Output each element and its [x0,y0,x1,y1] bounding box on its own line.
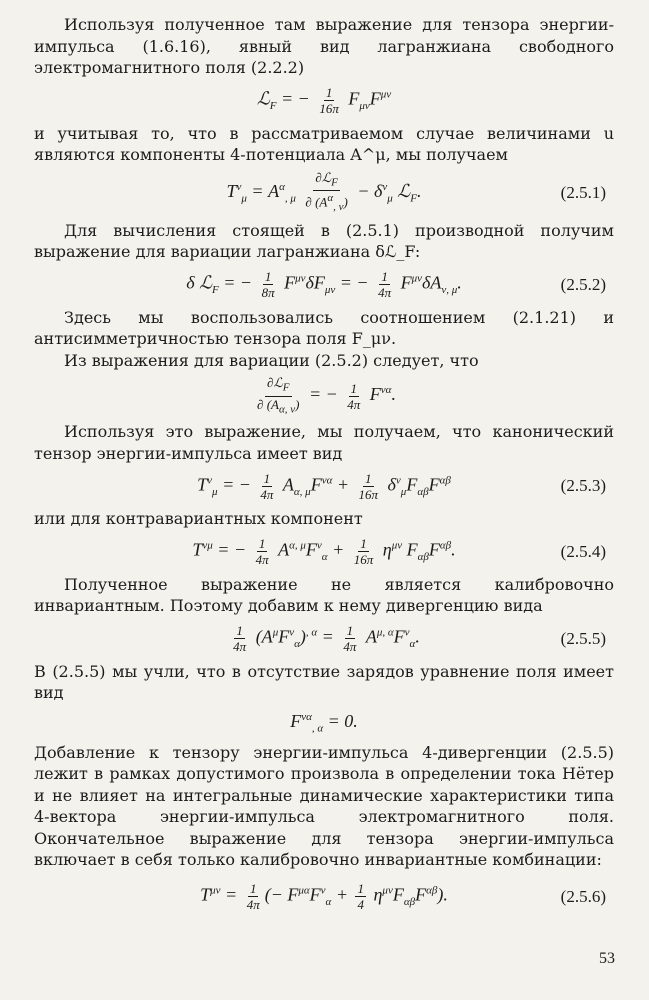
equation-2-5-5-body: $\frac{1}{4\pi}$ $(A^\mu F^\nu_\alpha)^{, \alpha}$ = $\frac{1}{4\pi}$ $A^{\mu, \alpha}F^\nu_\alpha$. [233,623,420,654]
equation-number: (2.5.6) [560,886,606,906]
equation-number: (2.5.2) [560,274,606,294]
equation-number: (2.5.3) [560,476,606,495]
equation-number: (2.5.1) [560,182,606,202]
equation-2-5-3 [34,464,614,508]
equation-2-5-1-body: $T^\nu_\mu = A^\alpha_{, \mu}$ $\frac{\partial ℒ_F}{\partial (A^\alpha_{, \nu})}$ − $\delta^\nu_\mu$ ℒ$_F$. [226,169,422,214]
paragraph-4: Здесь мы воспользовались соотношением (2.1.21) и антисимметричностью тензора поля F_μν. [34,307,614,348]
equation-lagrangian [34,79,614,123]
paragraph-8: Полученное выражение не является калибровочно инвариантным. Поэтому добавим к нему дивергенцию вида [34,574,614,615]
equation-2-5-6-body: $T^{\mu\nu}$ = $\frac{1}{4\pi}$ (− $F^{\mu\alpha}F^\nu_\alpha$ + $\frac{1}{4}$ $\eta^{\mu\nu}F_{\alpha\beta}F^{\alpha\beta}$). [200,881,448,912]
equation-2-5-2 [34,263,614,307]
equation-field-body: $F^{\nu\alpha}_{, \alpha} = 0$. [290,710,358,735]
equation-2-5-2-body: δ ℒ$_F$ = − $\frac{1}{8\pi}$ $F^{\mu\nu}\delta F_{\mu\nu}$ = − $\frac{1}{4\pi}$ $F^{\mu\nu}\delta A_{\nu, \mu}$. [186,269,462,300]
equation-variation-result [34,371,614,421]
page-content [34,14,614,923]
equation-field [34,704,614,742]
equation-2-5-3-body: $T^\nu_\mu$ = − $\frac{1}{4\pi}$ $A_{\alpha, \mu}F^{\nu\alpha}$ + $\frac{1}{16\pi}$ $\delta^\nu_\mu F_{\alpha\beta}F^{\alpha\beta}$ [197,470,451,502]
paragraph-3: Для вычисления стоящей в (2.5.1) производной получим выражение для вариации лагранжиана δℒ_F: [34,220,614,261]
equation-2-5-5 [34,617,614,661]
equation-2-5-1 [34,166,614,220]
equation-number: (2.5.4) [560,541,606,561]
paragraph-7: или для контравариантных компонент [34,509,363,528]
paragraph-5: Из выражения для вариации (2.5.2) следует, что [64,350,479,370]
equation-number: (2.5.5) [560,628,606,648]
equation-2-5-4-body: $T^{\nu\mu}$ = − $\frac{1}{4\pi}$ $A^{\alpha, \mu}F^\nu_\alpha$ + $\frac{1}{16\pi}$ $\eta^{\mu\nu}$ $F_{\alpha\beta}F^{\alpha\beta}$. [192,536,456,567]
equation-variation-body: $\frac{\partial ℒ_F}{\partial (A_{\alpha, \nu})}$ = − $\frac{1}{4\pi}$ $F^{\nu\alpha}$. [257,374,396,416]
equation-lagrangian-body: ℒ$_F$ = − $\frac{1}{16\pi}$ $F_{\mu\nu}F^{\mu\nu}$ [256,85,392,116]
equation-2-5-6 [34,871,614,923]
paragraph-9: В (2.5.5) мы учли, что в отсутствие зарядов уравнение поля имеет вид [34,661,614,702]
paragraph-6: Используя это выражение, мы получаем, что канонический тензор энергии-импульса имеет вид [34,422,614,463]
paragraph-1: Используя полученное там выражение для тензора энергии-импульса (1.6.16), явный вид лагранжиана свободного электромагнитного поля (2.2.2) [34,15,614,77]
paragraph-2: и учитывая то, что в рассматриваемом случае величинами u являются компоненты 4-потенциала A^μ, мы получаем [34,123,614,164]
page-number: 53 [599,950,615,967]
paragraph-10: Добавление к тензору энергии-импульса 4-дивергенции (2.5.5) лежит в рамках допустимого произвола в определении тока Нётер и не влияет на интегральные динамические характеристики типа 4-вектора энергии-импульса электромагнитного поля. Окончательное выражение для тензора энергии-импульса включает в себя только калибровочно инвариантные комбинации: [34,742,614,869]
equation-2-5-4 [34,530,614,574]
